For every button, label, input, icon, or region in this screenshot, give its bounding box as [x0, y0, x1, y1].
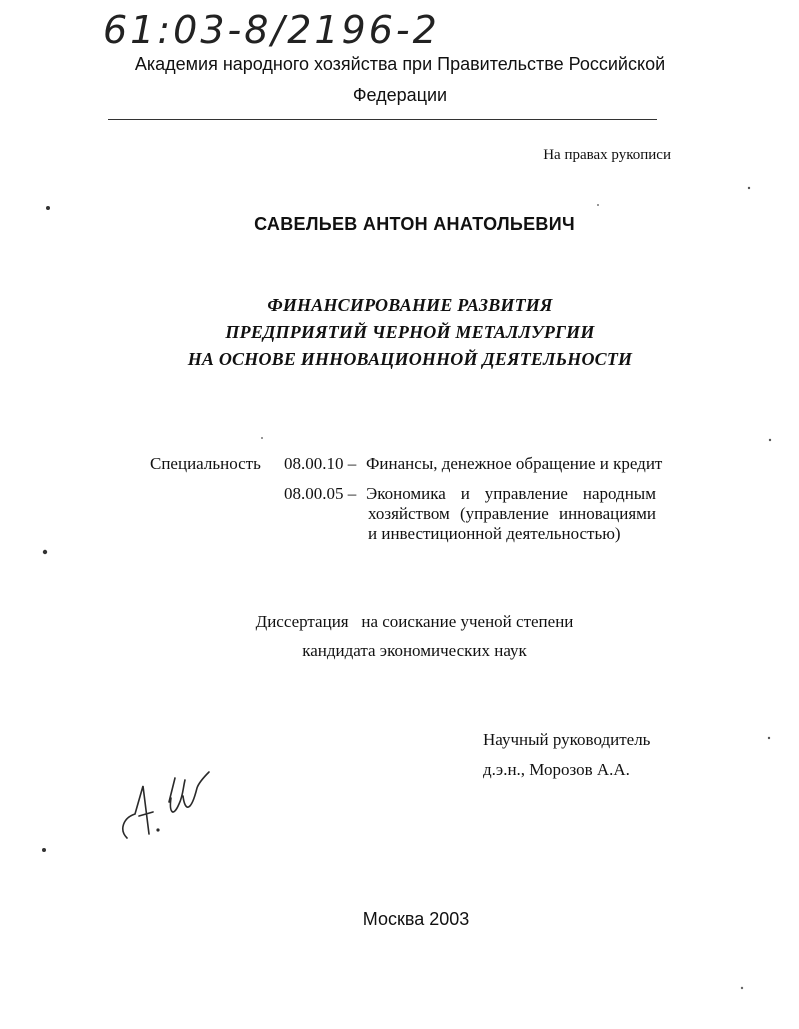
handwritten-signature	[113, 768, 223, 848]
specialty-description-line: и инвестиционной деятельностью)	[368, 524, 621, 543]
rights-note: На правах рукописи	[543, 147, 671, 163]
specialty-description-line: Экономика и управление народным	[366, 484, 656, 503]
specialty-code: 08.00.05 –	[284, 484, 357, 503]
archive-code-handwritten: 61:03-8/2196-2	[103, 8, 440, 52]
degree-line-1: Диссертация на соискание ученой степени	[255, 612, 574, 631]
specialty-description: Финансы, денежное обращение и кредит	[366, 454, 663, 473]
specialty-item	[284, 454, 662, 474]
specialty-label: Специальность	[150, 454, 261, 473]
title-line-3: НА ОСНОВЕ ИННОВАЦИОННОЙ ДЕЯТЕЛЬНОСТИ	[187, 349, 633, 369]
institution-name-line-2: Федерации	[352, 85, 448, 105]
header-divider	[108, 119, 657, 120]
specialty-description-line: хозяйством (управление инновациями	[368, 504, 656, 523]
supervisor-role: Научный руководитель	[483, 730, 651, 749]
author-name: САВЕЛЬЕВ АНТОН АНАТОЛЬЕВИЧ	[254, 214, 575, 234]
title-line-2: ПРЕДПРИЯТИЙ ЧЕРНОЙ МЕТАЛЛУРГИИ	[225, 322, 595, 342]
specialty-description	[366, 484, 656, 544]
dissertation-title	[80, 292, 740, 373]
city-year: Москва 2003	[362, 909, 470, 929]
supervisor-name: д.э.н., Морозов А.А.	[483, 760, 630, 779]
specialty-item	[284, 484, 656, 544]
institution-name-line-1: Академия народного хозяйства при Правительстве Российской	[134, 54, 666, 74]
title-line-1: ФИНАНСИРОВАНИЕ РАЗВИТИЯ	[267, 295, 553, 315]
specialty-code: 08.00.10 –	[284, 454, 357, 473]
degree-line-2: кандидата экономических наук	[302, 641, 527, 660]
